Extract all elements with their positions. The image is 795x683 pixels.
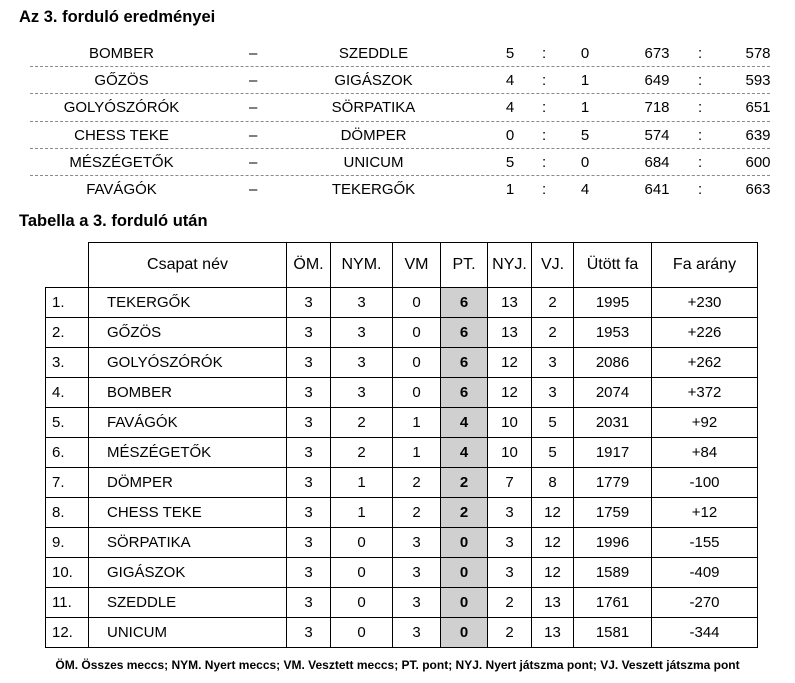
vm-cell: 3 (393, 588, 441, 618)
rank-cell: 1. (46, 288, 89, 318)
pt-cell: 4 (441, 438, 488, 468)
nym-cell: 1 (331, 498, 393, 528)
score-colon: : (542, 45, 547, 62)
vm-cell: 0 (393, 378, 441, 408)
nyj-cell: 12 (488, 348, 532, 378)
score-colon: : (542, 99, 547, 117)
nym-cell: 1 (331, 468, 393, 498)
away-pins: 600 (745, 153, 771, 171)
standings-row (46, 468, 758, 498)
nym-cell: 3 (331, 348, 393, 378)
pin-ratio-cell: +12 (652, 498, 758, 528)
rank-cell: 4. (46, 378, 89, 408)
home-match-points: 1 (505, 180, 515, 198)
pins-colon: : (698, 153, 703, 171)
rank-cell: 2. (46, 318, 89, 348)
vj-cell: 13 (532, 618, 574, 648)
nyj-cell: 13 (488, 288, 532, 318)
pins-colon: : (698, 180, 703, 198)
pins-colon: : (698, 99, 703, 117)
team-name-cell: SÖRPATIKA (89, 528, 287, 558)
nyj-cell: 12 (488, 378, 532, 408)
away-team: DÖMPER (340, 126, 407, 144)
home-pins: 673 (644, 45, 670, 62)
pt-cell: 6 (441, 288, 488, 318)
rank-cell: 3. (46, 348, 89, 378)
away-pins: 663 (745, 180, 771, 198)
pt-cell: 2 (441, 498, 488, 528)
team-name-cell: DÖMPER (89, 468, 287, 498)
score-colon: : (542, 180, 547, 198)
home-team: CHESS TEKE (74, 126, 169, 144)
team-name-cell: SZEDDLE (89, 588, 287, 618)
nyj-cell: 7 (488, 468, 532, 498)
vm-cell: 1 (393, 408, 441, 438)
team-name-cell: BOMBER (89, 378, 287, 408)
home-pins: 718 (644, 99, 670, 117)
vm-cell: 3 (393, 528, 441, 558)
pins-colon: : (698, 45, 703, 62)
pt-cell: 0 (441, 558, 488, 588)
standings-row (46, 588, 758, 618)
team-name-cell: CHESS TEKE (89, 498, 287, 528)
om-cell: 3 (287, 438, 331, 468)
result-row (30, 176, 770, 203)
separator-dash: – (249, 45, 258, 62)
vj-cell: 13 (532, 588, 574, 618)
home-team: FAVÁGÓK (86, 180, 157, 198)
home-match-points: 5 (505, 45, 515, 62)
standings-row (46, 408, 758, 438)
home-pins: 684 (644, 153, 670, 171)
home-match-points: 5 (505, 153, 515, 171)
rank-cell: 5. (46, 408, 89, 438)
rank-cell: 10. (46, 558, 89, 588)
vm-cell: 3 (393, 558, 441, 588)
vj-cell: 2 (532, 288, 574, 318)
away-match-points: 5 (580, 126, 590, 144)
separator-dash: – (249, 180, 258, 198)
pins-colon: : (698, 72, 703, 90)
nym-cell: 3 (331, 288, 393, 318)
header-om: ÖM. (287, 243, 331, 288)
home-match-points: 4 (505, 72, 515, 90)
round-results-list (30, 40, 770, 203)
away-match-points: 1 (580, 72, 590, 90)
rank-cell: 6. (46, 438, 89, 468)
nym-cell: 2 (331, 408, 393, 438)
pin-ratio-cell: -270 (652, 588, 758, 618)
vm-cell: 0 (393, 348, 441, 378)
om-cell: 3 (287, 468, 331, 498)
pin-ratio-cell: -409 (652, 558, 758, 588)
result-row (30, 94, 770, 121)
away-match-points: 4 (580, 180, 590, 198)
om-cell: 3 (287, 558, 331, 588)
away-pins: 593 (745, 72, 771, 90)
pt-cell: 2 (441, 468, 488, 498)
pins-cell: 1779 (574, 468, 652, 498)
pin-ratio-cell: -100 (652, 468, 758, 498)
standings-row (46, 378, 758, 408)
home-team: BOMBER (88, 45, 154, 62)
vm-cell: 2 (393, 468, 441, 498)
standings-row (46, 528, 758, 558)
pt-cell: 6 (441, 348, 488, 378)
separator-dash: – (249, 99, 258, 117)
header-vm: VM (393, 243, 441, 288)
away-team: TEKERGŐK (331, 180, 416, 198)
pin-ratio-cell: +262 (652, 348, 758, 378)
pt-cell: 0 (441, 528, 488, 558)
nyj-cell: 10 (488, 438, 532, 468)
score-colon: : (542, 72, 547, 90)
vj-cell: 8 (532, 468, 574, 498)
nyj-cell: 10 (488, 408, 532, 438)
om-cell: 3 (287, 528, 331, 558)
separator-dash: – (249, 153, 258, 171)
away-pins: 651 (745, 99, 771, 117)
header-vj: VJ. (532, 243, 574, 288)
vj-cell: 12 (532, 528, 574, 558)
header-pt: PT. (441, 243, 488, 288)
result-row (30, 40, 770, 67)
home-pins: 649 (644, 72, 670, 90)
nym-cell: 2 (331, 438, 393, 468)
rank-cell: 9. (46, 528, 89, 558)
separator-dash: – (249, 126, 258, 144)
om-cell: 3 (287, 618, 331, 648)
away-team: GIGÁSZOK (334, 72, 413, 90)
rank-cell: 8. (46, 498, 89, 528)
standings-header-row (46, 243, 758, 288)
pins-colon: : (698, 126, 703, 144)
pins-cell: 2031 (574, 408, 652, 438)
team-name-cell: GOLYÓSZÓRÓK (89, 348, 287, 378)
team-name-cell: FAVÁGÓK (89, 408, 287, 438)
pin-ratio-cell: +226 (652, 318, 758, 348)
nyj-cell: 2 (488, 588, 532, 618)
rank-cell: 11. (46, 588, 89, 618)
home-pins: 574 (644, 126, 670, 144)
team-name-cell: GIGÁSZOK (89, 558, 287, 588)
pt-cell: 6 (441, 318, 488, 348)
vj-cell: 3 (532, 378, 574, 408)
score-colon: : (542, 153, 547, 171)
rank-header-blank (46, 243, 89, 288)
standings-row (46, 558, 758, 588)
pt-cell: 0 (441, 588, 488, 618)
pins-cell: 1589 (574, 558, 652, 588)
away-team: SÖRPATIKA (331, 99, 416, 117)
team-name-cell: GŐZÖS (89, 318, 287, 348)
pins-cell: 1761 (574, 588, 652, 618)
standings-title: Tabella a 3. forduló után (19, 212, 208, 230)
away-pins: 639 (745, 126, 771, 144)
home-match-points: 0 (505, 126, 515, 144)
away-match-points: 1 (580, 99, 590, 117)
home-pins: 641 (644, 180, 670, 198)
pin-ratio-cell: +84 (652, 438, 758, 468)
result-row (30, 122, 770, 149)
away-match-points: 0 (580, 45, 590, 62)
team-name-cell: TEKERGŐK (89, 288, 287, 318)
vm-cell: 1 (393, 438, 441, 468)
home-team: GŐZÖS (94, 72, 149, 90)
vm-cell: 0 (393, 288, 441, 318)
om-cell: 3 (287, 318, 331, 348)
nyj-cell: 2 (488, 618, 532, 648)
vm-cell: 2 (393, 498, 441, 528)
pin-ratio-cell: +92 (652, 408, 758, 438)
om-cell: 3 (287, 348, 331, 378)
nyj-cell: 13 (488, 318, 532, 348)
team-name-cell: MÉSZÉGETŐK (89, 438, 287, 468)
nyj-cell: 3 (488, 528, 532, 558)
header-nym: NYM. (331, 243, 393, 288)
vj-cell: 5 (532, 438, 574, 468)
pin-ratio-cell: -344 (652, 618, 758, 648)
standings-row (46, 498, 758, 528)
separator-dash: – (249, 72, 258, 90)
standings-row (46, 318, 758, 348)
nym-cell: 0 (331, 618, 393, 648)
om-cell: 3 (287, 498, 331, 528)
vj-cell: 12 (532, 558, 574, 588)
standings-row (46, 618, 758, 648)
nyj-cell: 3 (488, 498, 532, 528)
nym-cell: 0 (331, 558, 393, 588)
standings-row (46, 288, 758, 318)
pins-cell: 1917 (574, 438, 652, 468)
vj-cell: 5 (532, 408, 574, 438)
away-team: SZEDDLE (338, 45, 409, 62)
pins-cell: 1996 (574, 528, 652, 558)
pt-cell: 0 (441, 618, 488, 648)
team-name-cell: UNICUM (89, 618, 287, 648)
vj-cell: 3 (532, 348, 574, 378)
pins-cell: 1953 (574, 318, 652, 348)
vj-cell: 2 (532, 318, 574, 348)
standings-body (46, 288, 758, 648)
pt-cell: 6 (441, 378, 488, 408)
vm-cell: 3 (393, 618, 441, 648)
away-pins: 578 (745, 45, 771, 62)
om-cell: 3 (287, 588, 331, 618)
nym-cell: 3 (331, 318, 393, 348)
score-colon: : (542, 126, 547, 144)
pins-cell: 2074 (574, 378, 652, 408)
pin-ratio-cell: -155 (652, 528, 758, 558)
header-team-name: Csapat név (89, 243, 287, 288)
om-cell: 3 (287, 288, 331, 318)
header-pin-ratio: Fa arány (652, 243, 758, 288)
standings-row (46, 438, 758, 468)
vj-cell: 12 (532, 498, 574, 528)
header-pins: Ütött fa (574, 243, 652, 288)
home-team: GOLYÓSZÓRÓK (63, 99, 180, 117)
away-team: UNICUM (343, 153, 404, 171)
rank-cell: 12. (46, 618, 89, 648)
pins-cell: 1759 (574, 498, 652, 528)
om-cell: 3 (287, 378, 331, 408)
standings-table (45, 242, 758, 648)
home-team: MÉSZÉGETŐK (69, 153, 174, 171)
pin-ratio-cell: +230 (652, 288, 758, 318)
away-match-points: 0 (580, 153, 590, 171)
nyj-cell: 3 (488, 558, 532, 588)
rank-cell: 7. (46, 468, 89, 498)
abbreviation-legend: ÖM. Összes meccs; NYM. Nyert meccs; VM. Vesztett meccs; PT. pont; NYJ. Nyert játszma pont; VJ. Veszett játszma pont (55, 658, 740, 672)
result-row (30, 149, 770, 176)
pin-ratio-cell: +372 (652, 378, 758, 408)
header-nyj: NYJ. (488, 243, 532, 288)
round-results-title: Az 3. forduló eredményei (19, 8, 216, 26)
standings-row (46, 348, 758, 378)
home-match-points: 4 (505, 99, 515, 117)
nym-cell: 0 (331, 528, 393, 558)
om-cell: 3 (287, 408, 331, 438)
pt-cell: 4 (441, 408, 488, 438)
vm-cell: 0 (393, 318, 441, 348)
pins-cell: 1995 (574, 288, 652, 318)
pins-cell: 1581 (574, 618, 652, 648)
result-row (30, 67, 770, 94)
nym-cell: 3 (331, 378, 393, 408)
nym-cell: 0 (331, 588, 393, 618)
pins-cell: 2086 (574, 348, 652, 378)
